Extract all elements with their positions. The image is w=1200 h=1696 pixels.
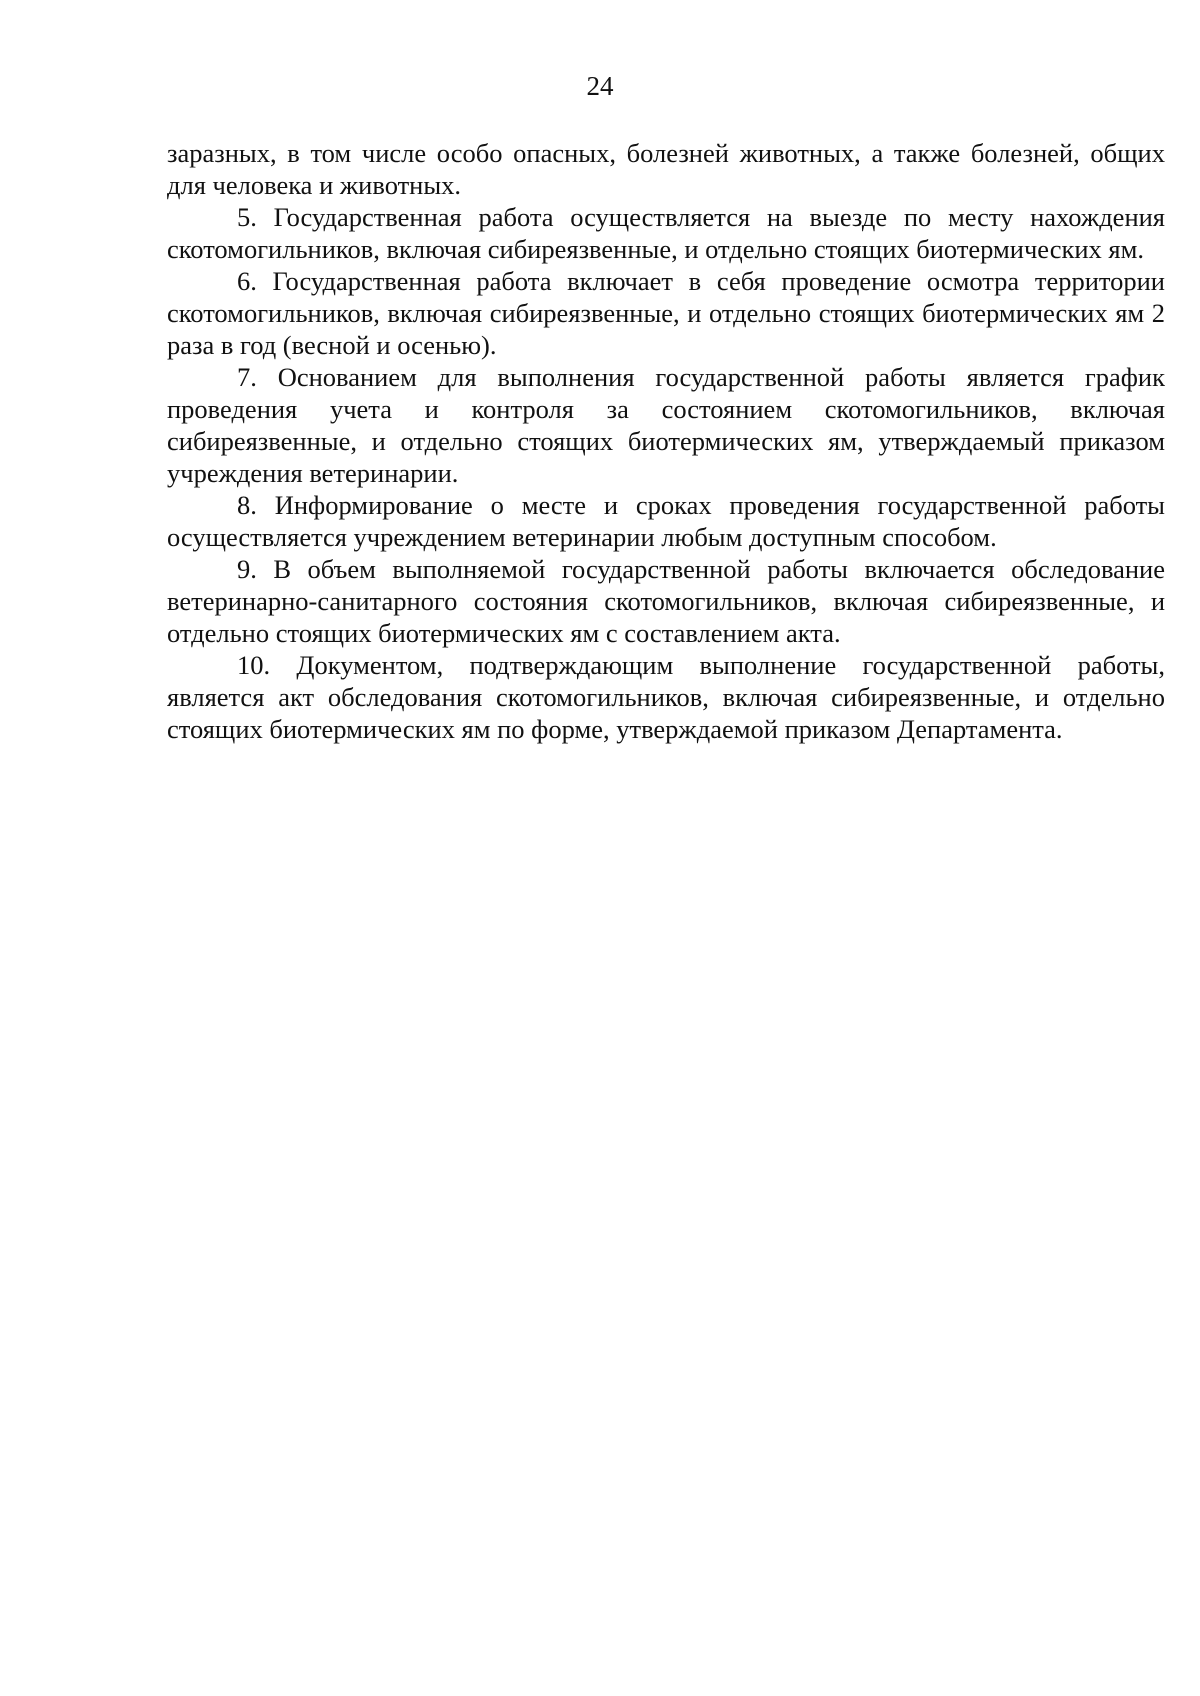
paragraph-item-5: 5. Государственная работа осуществляется на выезде по месту нахождения скотомогильников, включая сибиреязвенные, и отдельно стоящих биотермических ям.: [167, 202, 1165, 264]
paragraph-item-6: 6. Государственная работа включает в себя проведение осмотра территории скотомогильников, включая сибиреязвенные, и отдельно стоящих биотермических ям 2 раза в год (весной и осенью).: [167, 266, 1165, 360]
paragraph-item-9: 9. В объем выполняемой государственной работы включается обследование ветеринарно-санитарного состояния скотомогильников, включая сибиреязвенные, и отдельно стоящих биотермических ям с составлением акта.: [167, 554, 1165, 648]
document-body: [167, 137, 1165, 745]
paragraph-item-10: 10. Документом, подтверждающим выполнение государственной работы, является акт обследования скотомогильников, включая сибиреязвенные, и отдельно стоящих биотермических ям по форме, утверждаемой приказом Департамента.: [167, 650, 1165, 744]
paragraph-continuation: заразных, в том числе особо опасных, болезней животных, а также болезней, общих для человека и животных.: [167, 138, 1165, 200]
paragraph-item-7: 7. Основанием для выполнения государственной работы является график проведения учета и контроля за состоянием скотомогильников, включая сибиреязвенные, и отдельно стоящих биотермических ям, утверждаемый приказом учреждения ветеринарии.: [167, 362, 1165, 488]
page-number: 24: [586, 71, 614, 101]
paragraph-item-8: 8. Информирование о месте и сроках проведения государственной работы осуществляется учреждением ветеринарии любым доступным способом.: [167, 490, 1165, 552]
